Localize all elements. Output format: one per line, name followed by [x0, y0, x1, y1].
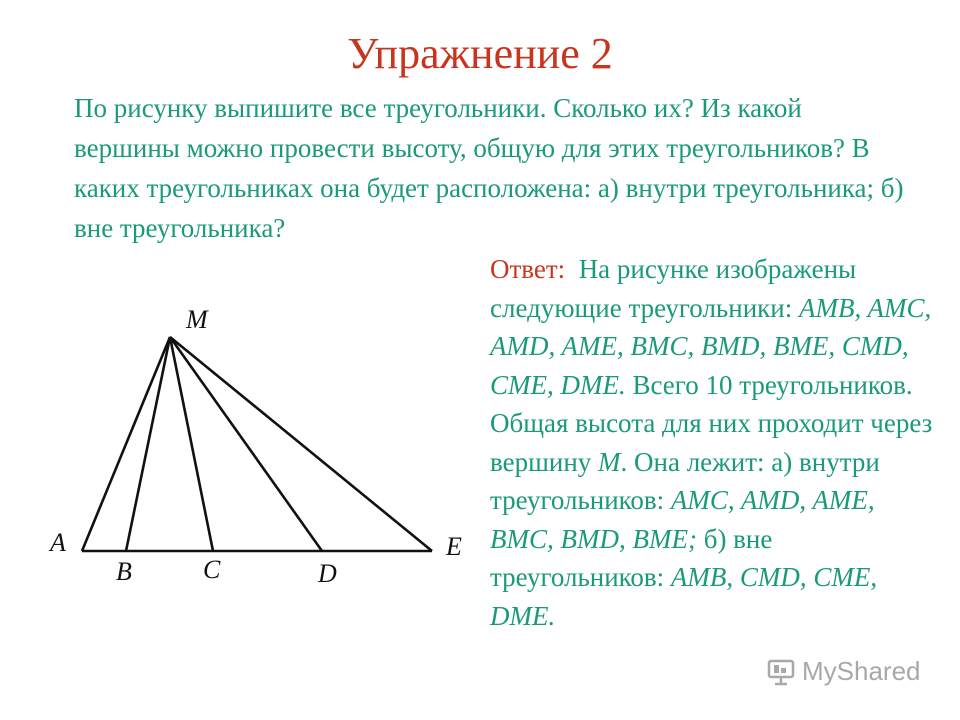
slide-title: Упражнение 2 [347, 29, 613, 78]
vertex-label-c: C [203, 555, 221, 584]
triangle-list-outside: AMB, CMD, CME, DME. [490, 562, 878, 631]
triangle-list-all: AMB, AMC, AMD, AME, BMC, BMD, BME, CMD, CME, DME. [490, 292, 932, 400]
vertex-label-e: E [446, 532, 462, 561]
presentation-icon [766, 657, 796, 687]
answer-total: Всего 10 треугольников. Общая высота для них проходит через вершину [490, 369, 933, 477]
segment-me [170, 337, 432, 551]
vertex-label-b: B [116, 557, 132, 586]
segment-mb [126, 337, 170, 551]
answer-intro: На рисунке изображены следующие треугольники: [490, 254, 857, 323]
vertex-label-d: D [318, 559, 337, 588]
triangle-list-inside: AMC, AMD, AME, BMC, BMD, BME; [490, 485, 875, 554]
answer-label: Ответ: [490, 254, 566, 284]
exercise-question: По рисунку выпишите все треугольники. Сколько их? Из какой вершины можно провести высоту, общую для этих треугольников? В каких треугольниках она будет расположена: а) внутри треугольника; б) вне треугольника? [74, 93, 904, 243]
vertex-label-m: M [186, 305, 208, 334]
answer-lies: . Она лежит: а) внутри треугольников: [490, 446, 880, 515]
vertex-label-a: A [50, 528, 66, 557]
answer-block [490, 250, 940, 635]
segment-ma [82, 337, 170, 551]
common-vertex: M [598, 446, 621, 477]
watermark [766, 656, 921, 687]
outside-label: б) вне треугольников: [490, 523, 773, 592]
triangle-figure [40, 300, 480, 600]
watermark-text: MyShared [802, 656, 921, 686]
